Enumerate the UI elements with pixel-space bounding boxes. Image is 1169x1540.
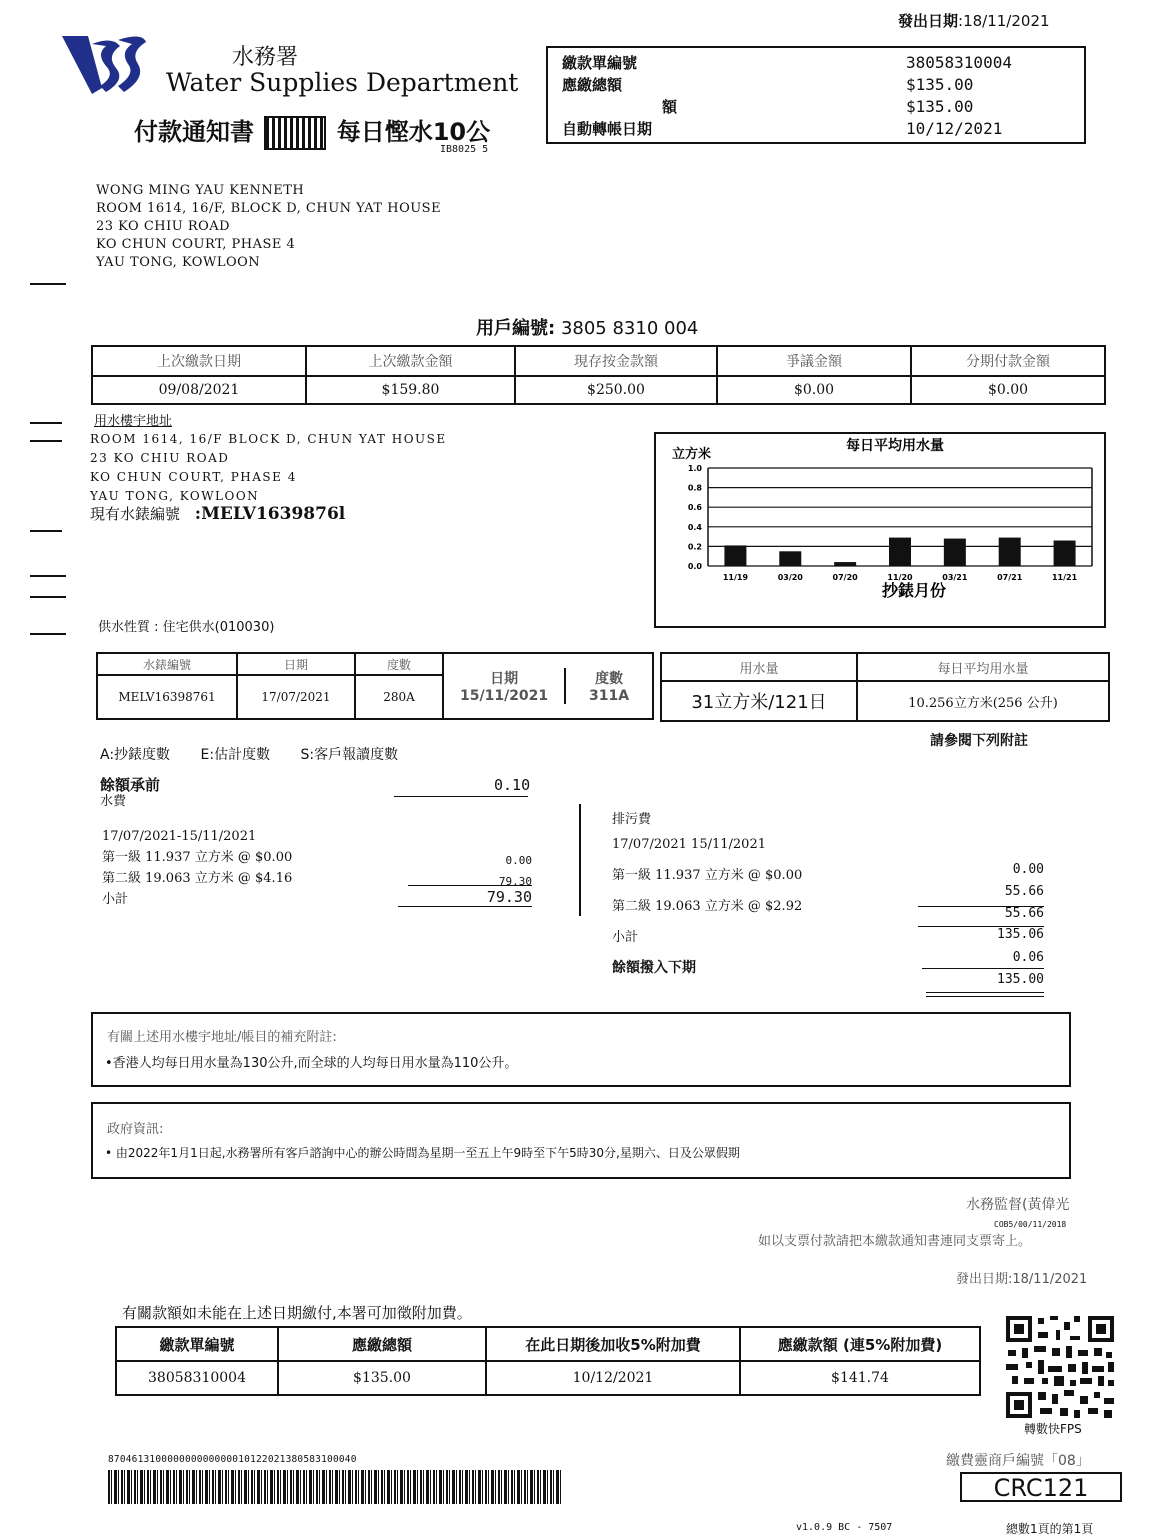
divider [398,906,532,907]
sewage-tier1-amount: 0.00 [1012,862,1044,877]
header-cell: 用水量 [661,653,857,681]
balance-bf-value: 0.10 [494,776,531,794]
usage-table [660,652,1110,722]
signature: 水務監督(黃偉光 [966,1197,1070,1213]
header-cell: 在此日期後加收5%附加費 [486,1327,740,1361]
premises-line: ROOM 1614, 16/F BLOCK D, CHUN YAT HOUSE [90,432,447,446]
wsd-logo-icon [62,36,146,94]
autopay-date: 10/12/2021 [906,119,1003,138]
total-amount: $135.00 [906,75,974,94]
address-line: KO CHUN COURT, PHASE 4 [96,237,296,252]
surcharge-note: 有關款額如未能在上述日期繳付,本署可加徵附加費。 [122,1304,472,1322]
chart-bar [889,538,911,566]
gov-info-line: • 由2022年1月1日起,水務署所有客戶諮詢中心的辦公時間為星期一至五上午9時至下午5時30分,星期六、日及公眾假期 [105,1146,740,1160]
daily-average: 10.256立方米(256 公升) [857,681,1109,721]
mailing-address [96,182,441,272]
last-payment-date: 09/08/2021 [92,376,306,404]
divider [918,906,1044,907]
usage-value: 31立方米/121日 [661,681,857,721]
water-subtotal-label: 小計 [102,892,129,907]
chart-ytick-label: 0.8 [687,483,702,493]
margin-mark [30,283,66,285]
surcharge-bill-no: 38058310004 [116,1361,278,1395]
margin-mark [30,633,66,635]
amount-label: 額 [662,98,678,116]
divider [926,996,1044,997]
balance-cf-label: 餘額撥入下期 [612,960,696,976]
header-cell: 應繳總額 [278,1327,486,1361]
premises-line: YAU TONG, KOWLOON [90,489,260,503]
column-divider [579,804,581,916]
dispute-amount: $0.00 [717,376,911,404]
chart-xtick-label: 03/21 [942,573,968,582]
page-number: 總數1頁的第1頁 [1006,1522,1094,1536]
sewage-section-title: 排污費 [612,812,652,827]
header-cell: 上次繳款日期 [92,346,306,376]
fps-qr-code-icon [1004,1314,1116,1420]
balance-cf-value: 0.06 [1012,950,1044,965]
usage-chart-svg [656,434,1104,626]
sewage-amounts [944,862,1044,994]
header-cell: 現存按金款額 [515,346,717,376]
gov-info-title: 政府資訊: [107,1122,164,1137]
premises-title: 用水樓宇地址 [94,414,173,429]
sewage-subtotal: 135.06 [997,927,1044,942]
sewage-charges [612,836,802,984]
chart-bar [944,539,966,566]
water-period: 17/07/2021-15/11/2021 [102,829,257,844]
chart-bar [834,562,856,566]
legend-estimate: E:估計度數 [200,747,271,763]
bill-no: 38058310004 [906,53,1012,72]
deposit-amount: $250.00 [515,376,717,404]
address-line: 23 KO CHIU ROAD [96,219,231,234]
version: v1.0.9 BC - 7507 [796,1522,893,1533]
margin-mark [30,596,66,598]
address-line: ROOM 1614, 16/F, BLOCK D, CHUN YAT HOUSE [96,201,442,216]
gov-info-box [91,1102,1071,1179]
margin-mark [30,530,62,532]
premises-line: 23 KO CHIU ROAD [90,451,230,465]
surcharge-table [115,1326,981,1396]
water-tier1: 第一級 11.937 立方米 @ $0.00 [102,850,293,865]
header-cell: 爭議金額 [717,346,911,376]
header-cell: 應繳款額 (連5%附加費) [740,1327,980,1361]
usage-chart [654,432,1106,628]
dept-name-zh: 水務署 [232,45,299,70]
legend-actual: A:抄錶度數 [100,747,171,763]
chart-bar [1054,541,1076,566]
header-cell: 度數 [355,653,443,675]
installment-amount: $0.00 [911,376,1105,404]
chart-xtick-label: 11/21 [1051,573,1078,582]
payment-table [91,345,1106,405]
header-cell: 分期付款金額 [911,346,1105,376]
sewage-tier2-amount: 55.66 [1004,884,1044,899]
surcharge-total: $135.00 [278,1361,486,1395]
water-tier2-amount: 79.30 [498,875,532,888]
current-reading-cell [443,653,653,719]
balance-bf-label: 餘額承前 [100,776,161,794]
chart-bar [724,545,746,566]
sewage-period: 17/07/2021 15/11/2021 [612,837,766,852]
sewage-subtotal-label: 小計 [612,930,639,945]
last-payment-amount: $159.80 [306,376,515,404]
header-cell: 每日平均用水量 [857,653,1109,681]
water-charges [102,826,292,910]
dept-name-en: Water Supplies Department [166,68,519,97]
meter-table [96,652,654,720]
chart-xtick-label: 03/20 [777,573,803,582]
chart-title: 每日平均用水量 [846,438,944,454]
issue-date-top: 發出日期:18/11/2021 [898,12,1050,30]
barcode-icon [108,1470,562,1504]
bill-no-label: 繳款單編號 [562,54,638,72]
small-code2: COB5/00/11/2018 [994,1220,1067,1229]
chart-bar [779,551,801,566]
barcode-digits: 870461310000000000000010122021380583100040 [108,1454,357,1465]
chart-xtick-label: 07/21 [997,573,1023,582]
surcharge-amount: $141.74 [740,1361,980,1395]
header-cell: 度數 [595,671,624,687]
sewage-subamount: 55.66 [1004,906,1044,921]
reading-legend [100,744,398,764]
margin-mark [30,440,62,442]
meter-id: MELV16398761 [97,675,237,719]
notes-box [91,1012,1071,1087]
chart-ytick-label: 0.6 [687,503,702,513]
water-saving-badge-icon [264,116,326,150]
header-cell: 水錶編號 [97,653,237,675]
chart-ytick-label: 1.0 [687,464,702,473]
header-cell: 日期 [490,671,519,687]
margin-mark [30,575,66,577]
chart-xlabel: 抄錶月份 [882,581,947,600]
amount: $135.00 [906,97,974,116]
water-section-title: 水費 [100,794,127,809]
current-reading-value: 311A [589,688,630,704]
autopay-label: 自動轉帳日期 [562,120,653,138]
issue-date-bottom: 發出日期:18/11/2021 [956,1272,1088,1287]
previous-reading-date: 17/07/2021 [237,675,355,719]
water-tier2: 第二級 19.063 立方米 @ $4.16 [102,871,293,886]
fps-label: 轉數快FPS [1024,1422,1082,1436]
surcharge-date: 10/12/2021 [486,1361,740,1395]
grand-total: 135.00 [997,972,1044,987]
crc-label: 繳費靈商戶編號「08」 [946,1453,1090,1469]
legend-customer: S:客戶報讀度數 [300,747,399,763]
divider [918,926,1044,927]
sewage-tier1: 第一級 11.937 立方米 @ $0.00 [612,868,803,883]
chart-bar [999,538,1021,566]
notes-title: 有關上述用水樓宇地址/帳目的補充附註: [107,1030,337,1045]
chart-ytick-label: 0.4 [687,522,702,532]
meter-number: 現有水錶編號 :MELV1639876l [90,504,346,524]
divider [922,968,1044,969]
total-label: 應繳總額 [562,76,623,94]
crc-code: CRC121 [960,1472,1122,1502]
chart-xtick-label: 07/20 [832,573,858,582]
notes-line: •香港人均每日用水量為130公升,而全球的人均每日用水量為110公升。 [105,1056,518,1071]
margin-mark [30,422,62,424]
doc-title: 付款通知書 每日慳水10公 [134,112,490,150]
chart-xtick-label: 11/19 [722,573,749,582]
small-code: IB8025 5 [440,144,489,155]
header-cell: 繳款單編號 [116,1327,278,1361]
account-number: 用戶編號: 3805 8310 004 [476,318,699,339]
water-tier1-amount: 0.00 [505,854,532,867]
current-reading-date: 15/11/2021 [460,688,549,704]
header-cell: 上次繳款金額 [306,346,515,376]
divider [394,796,528,797]
divider [926,992,1044,993]
chart-ylabel: 立方米 [672,447,712,462]
water-subtotal: 79.30 [486,888,532,906]
chart-ytick-label: 0.2 [687,542,702,552]
header-cell: 日期 [237,653,355,675]
see-notes: 請參閱下列附註 [930,733,1028,749]
previous-reading-value: 280A [355,675,443,719]
chart-ytick-label: 0.0 [687,562,702,571]
chart-xtick-label: 11/20 [887,573,913,582]
sewage-tier2: 第二級 19.063 立方米 @ $2.92 [612,899,803,914]
summary-box [546,46,1086,144]
cheque-note: 如以支票付款請把本繳款通知書連同支票寄上。 [758,1234,1032,1249]
premises-line: KO CHUN COURT, PHASE 4 [90,470,297,484]
address-line: YAU TONG, KOWLOON [96,255,261,270]
divider [408,885,532,886]
supply-nature: 供水性質 : 住宅供水(010030) [98,620,275,635]
premises-address [90,430,447,506]
address-line: WONG MING YAU KENNETH [96,183,305,198]
